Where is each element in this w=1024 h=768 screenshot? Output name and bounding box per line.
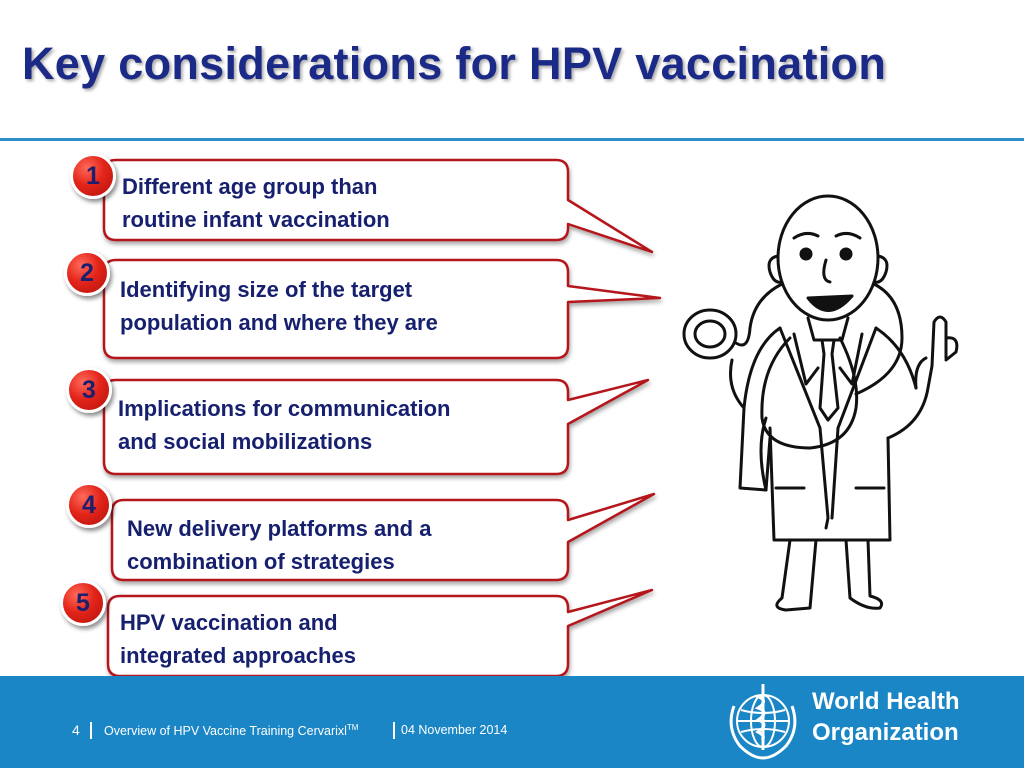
callout-2-text: Identifying size of the target population and where they are — [120, 277, 438, 335]
footer-separator-2 — [393, 722, 395, 739]
footer-separator — [90, 722, 92, 739]
slide-title: Key considerations for HPV vaccination — [22, 38, 887, 89]
footer-date: 04 November 2014 — [401, 723, 508, 737]
who-emblem-icon — [718, 676, 808, 766]
callout-3-number-badge: 3 — [66, 367, 112, 413]
callout-4-text: New delivery platforms and a combination of strategies — [127, 516, 432, 574]
callout-2-number-badge: 2 — [64, 250, 110, 296]
callout-5-number-badge: 5 — [60, 580, 106, 626]
callout-3-text: Implications for communication and social mobilizations — [118, 396, 451, 454]
footer-page-number: 4 — [72, 722, 80, 738]
footer-trademark: TM — [346, 723, 359, 732]
callout-5-text: HPV vaccination and integrated approaches — [120, 610, 356, 668]
callout-4-number-badge: 4 — [66, 482, 112, 528]
callout-1-text: Different age group than routine infant vaccination — [122, 174, 390, 232]
doctor-with-stethoscope-icon — [670, 188, 970, 618]
footer-course-text: Overview of HPV Vaccine Training Cervarixl — [104, 724, 347, 739]
who-organization-name: World Health Organization — [812, 688, 960, 746]
footer-course-title — [104, 723, 358, 738]
callout-1-number-badge: 1 — [70, 153, 116, 199]
